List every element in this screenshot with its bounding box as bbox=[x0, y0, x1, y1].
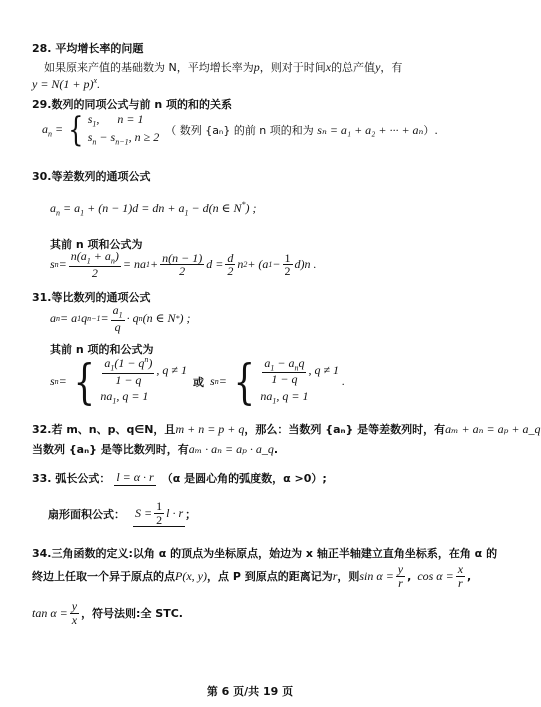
section-30-sum-title: 其前 n 项和公式为 bbox=[50, 238, 143, 251]
section-29-note: （ 数列 {aₙ} 的前 n 项的和为 sₙ = a₁ + a₂ + ··· + aₙ）. bbox=[165, 122, 438, 137]
section-33-sector: 扇形面积公式： S = $\frac{1}{2}$ l · r ； bbox=[48, 499, 197, 527]
section-34-line-1: 34.三角函数的定义:以角 α 的顶点为坐标原点，始边为 x 轴正半轴建立直角坐标系，在角 α 的 bbox=[32, 547, 498, 560]
section-31-formula: a n = a 1 q n−1 = $\frac{a_1}{q}$ · q n (n ∈ N * ) ; bbox=[50, 303, 191, 334]
section-28-text: 如果原来产值的基础数为 N，平均增长率为 p ，则对于时间 x 的总产值 y ，有 bbox=[44, 59, 403, 74]
section-28-title: 28. 平均增长率的问题 bbox=[32, 42, 144, 55]
section-30-title: 30.等差数列的通项公式 bbox=[32, 170, 151, 183]
section-29-title: 29.数列的同项公式与前 n 项的和的关系 bbox=[32, 98, 232, 111]
section-30-sum-formula: s n = $\frac{n(a_1 + a_n)}{2}$ = na 1 + $\frac{n(n - 1)}{2}$ d = $\frac{d}{2}$ n 2 + (a 1 − $\frac{1}{2}$ d)n . bbox=[50, 249, 317, 280]
section-31-sum-formula: s n = { $\frac{a_1(1 - q^n)}{1 - q}$ , q ≠ 1 $na_1$, q = 1 或 s n = { $\frac{a_1 - a_nq}{1 - q}$ , q ≠ 1 $na_1$, q = 1 . bbox=[50, 353, 346, 410]
section-30-formula: $a_n = a_1 + (n - 1)d$ = dn + $a_1 - d(n$ ∈ N*) ; bbox=[50, 200, 257, 218]
section-29-formula: $a_n$ = { $s_1$, n = 1 $s_n - s_{n-1}$, n ≥ 2 （ 数列 {aₙ} 的前 n 项的和为 sₙ = a₁ + a₂ + ··· + aₙ）. bbox=[42, 109, 438, 150]
case-1: $s_1$, n = 1 bbox=[87, 112, 144, 129]
section-34-line-2: 终边上任取一个异于原点的点 P(x, y) ，点 P 到原点的距离记为 r ，则 sin α = $\frac{y}{r}$ , cos α = $\frac{x}{r}$ , bbox=[32, 562, 472, 590]
section-31-sum-title: 其前 n 项的和公式为 bbox=[50, 343, 154, 356]
section-32-line-2: 当数列 {aₙ} 是等比数列时，有 aₘ · aₙ = aₚ · a_q . bbox=[32, 441, 279, 456]
case-2: $s_n - s_{n-1}$, n ≥ 2 bbox=[87, 129, 160, 147]
page-footer: 第 6 页/共 19 页 bbox=[206, 685, 294, 698]
section-31-title: 31.等比数列的通项公式 bbox=[32, 291, 151, 304]
sector-formula: S = $\frac{1}{2}$ l · r bbox=[135, 499, 184, 527]
section-33-arc: 33. 弧长公式： l = α · r （α 是圆心角的弧度数，α >0）; bbox=[32, 470, 327, 485]
section-32-line-1: 32.若 m、n、p、q∈N，且 m + n = p + q ，那么：当数列 {aₙ} 是等差数列时，有 aₘ + aₙ = aₚ + a_q bbox=[32, 421, 541, 436]
section-28-formula: $y = N(1 + p)^x$. bbox=[32, 76, 101, 91]
section-34-line-3: tan α = $\frac{y}{x}$ ，符号法则:全 STC. bbox=[32, 599, 183, 627]
